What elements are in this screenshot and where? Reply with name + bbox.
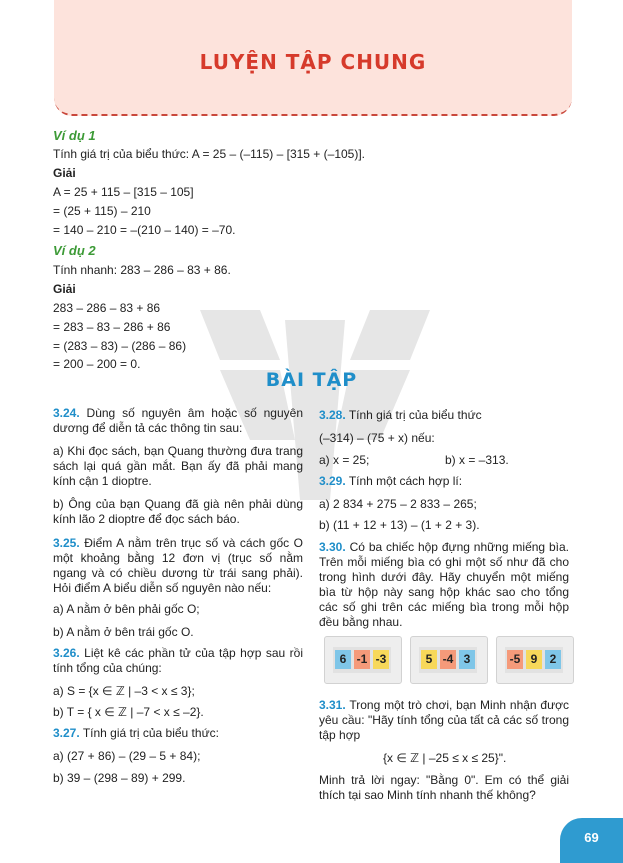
exercise-option-b: b) 39 – (298 – 89) + 299. [53,771,186,785]
exercise-answer: Minh trả lời ngay: "Bằng 0". Em có thể giải thích tại sao Minh tính nhanh thế không? [319,773,569,802]
exercise-number: 3.30. [319,540,346,554]
exercise-3-28 [319,408,482,423]
exercise-text: Liệt kê các phần tử của tập hợp sau rồi tính tổng của chúng: [53,646,303,675]
exercise-option-a: a) A nằm ở bên phải gốc O; [53,602,200,616]
exercise-option-a: a) x = 25; [319,453,370,467]
exercise-option-a: a) Khi đọc sách, bạn Quang thường đưa trang sách lại quá gần mắt. Bạn ấy đã phải mang kính cận 1 dioptre. [53,444,303,488]
exercise-text: Điểm A nằm trên trục số và cách gốc O một khoảng bằng 12 đơn vị (trục số nằm ngang và có chiều dương từ trái sang phải). Hỏi điểm A biểu diễn số nguyên nào nếu: [53,536,303,595]
exercise-text: Tính giá trị của biểu thức: [82,726,219,740]
example2-line: = (283 – 83) – (286 – 86) [53,339,187,353]
exercise-expression: (–314) – (75 + x) nếu: [319,431,435,445]
number-card: 6 [335,650,351,669]
card-box [496,636,574,684]
exercise-option-b: b) x = –313. [445,453,509,467]
number-card: 2 [545,650,561,669]
header-banner [54,0,572,116]
page-title: LUYỆN TẬP CHUNG [199,50,427,74]
example2-prompt: Tính nhanh: 283 – 286 – 83 + 86. [53,263,231,277]
exercise-option-b: b) (11 + 12 + 13) – (1 + 2 + 3). [319,518,480,532]
page-number: 69 [584,830,599,845]
exercise-3-27 [53,726,219,741]
exercise-number: 3.27. [53,726,80,740]
example2-label: Ví dụ 2 [53,243,96,258]
example1-line: A = 25 + 115 – [315 – 105] [53,185,194,199]
exercise-number: 3.28. [319,408,346,422]
exercise-option-a: a) 2 834 + 275 – 2 833 – 265; [319,497,477,511]
exercise-3-25 [53,536,303,596]
exercise-number: 3.31. [319,698,346,712]
exercise-number: 3.26. [53,646,80,660]
section-title: BÀI TẬP [265,369,358,391]
number-card: -5 [507,650,523,669]
card-box [410,636,488,684]
example2-solution-label: Giải [53,282,76,296]
exercise-option-a: a) S = {x ∈ ℤ | –3 < x ≤ 3}; [53,684,195,698]
number-card: -4 [440,650,456,669]
card-boxes-figure [324,636,572,684]
card-box-inner [333,647,391,673]
card-box-inner [419,647,477,673]
exercise-set: {x ∈ ℤ | –25 ≤ x ≤ 25}". [383,751,507,765]
example1-prompt: Tính giá trị của biểu thức: A = 25 – (–115) – [315 + (–105)]. [53,147,366,161]
example1-solution-label: Giải [53,166,76,180]
number-card: 5 [421,650,437,669]
number-card: 3 [459,650,475,669]
example2-line: 283 – 286 – 83 + 86 [53,301,161,315]
exercise-number: 3.24. [53,406,80,420]
card-box-inner [505,647,563,673]
exercise-3-26 [53,646,303,676]
example1-label: Ví dụ 1 [53,128,96,143]
exercise-text: Tính giá trị của biểu thức [348,408,482,422]
example2-line: = 200 – 200 = 0. [53,357,141,371]
number-card: -3 [373,650,389,669]
number-card: 9 [526,650,542,669]
exercise-option-b: b) T = { x ∈ ℤ | –7 < x ≤ –2}. [53,705,204,719]
exercise-text: Dùng số nguyên âm hoặc số nguyên dương để diễn tả các thông tin sau: [53,406,304,435]
exercise-text: Tính một cách hợp lí: [348,474,463,488]
exercise-option-b: b) Ông của bạn Quang đã già nên phải dùng kính lão 2 dioptre để đọc sách báo. [53,497,303,526]
card-box [324,636,402,684]
exercise-3-24 [53,406,303,436]
exercise-number: 3.25. [53,536,80,550]
exercise-3-30 [319,540,569,630]
exercise-text: Trong một trò chơi, bạn Minh nhận được yêu cầu: "Hãy tính tổng của tất cả các số trong tập hợp [319,698,570,742]
example2-line: = 283 – 83 – 286 + 86 [53,320,171,334]
exercise-number: 3.29. [319,474,346,488]
example1-line: = 140 – 210 = –(210 – 140) = –70. [53,223,236,237]
exercise-3-29 [319,474,462,489]
example1-line: = (25 + 115) – 210 [53,204,151,218]
exercise-text: Có ba chiếc hộp đựng những miếng bìa. Trên mỗi miếng bìa có ghi một số như đã cho trong hình dưới đây. Hãy chuyển một miếng bìa từ hộp này sang hộp khác sao cho tổng các số ghi trên các miếng bìa trong mỗi hộp đều bằng nhau. [319,540,569,629]
page-number-tab [560,818,623,863]
exercise-3-31 [319,698,569,743]
exercise-option-b: b) A nằm ở bên trái gốc O. [53,625,194,639]
number-card: -1 [354,650,370,669]
exercise-option-a: a) (27 + 86) – (29 – 5 + 84); [53,749,201,763]
